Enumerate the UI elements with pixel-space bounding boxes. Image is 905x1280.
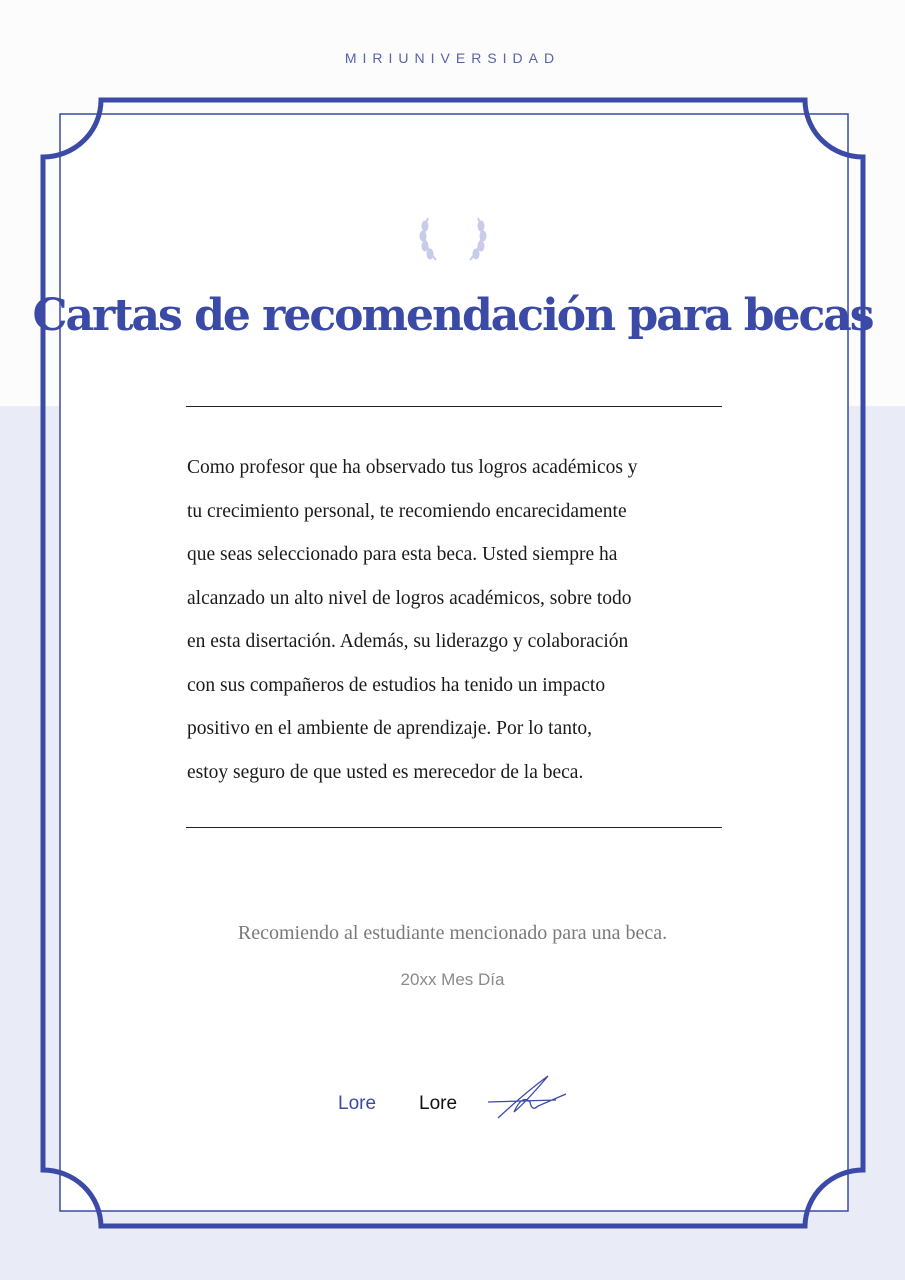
letter-body — [187, 446, 727, 794]
body-line: Como profesor que ha observado tus logros académicos y — [187, 457, 638, 478]
body-line: positivo en el ambiente de aprendizaje. Por lo tanto, — [187, 718, 593, 739]
body-line: en esta disertación. Además, su liderazgo y colaboración — [187, 631, 629, 652]
laurel-icon — [416, 214, 490, 264]
body-line: estoy seguro de que usted es merecedor de la beca. — [187, 761, 584, 783]
top-divider — [186, 406, 722, 407]
bottom-divider — [186, 827, 722, 828]
signature-label: Lore — [338, 1093, 377, 1114]
recommendation-statement: Recomiendo al estudiante mencionado para una beca. — [237, 922, 668, 944]
body-line: que seas seleccionado para esta beca. Usted siempre ha — [187, 544, 618, 565]
body-line: con sus compañeros de estudios ha tenido un impacto — [187, 674, 606, 696]
university-brand: MIRIUNIVERSIDAD — [344, 50, 561, 66]
handwritten-signature — [486, 1072, 570, 1122]
letter-date: 20xx Mes Día — [400, 970, 505, 989]
letter-title: Cartas de recomendación para becas — [32, 290, 873, 341]
body-line: tu crecimiento personal, te recomiendo encarecidamente — [187, 500, 627, 522]
body-line: alcanzado un alto nivel de logros académicos, sobre todo — [187, 587, 632, 609]
signature-name: Lore — [419, 1093, 458, 1114]
